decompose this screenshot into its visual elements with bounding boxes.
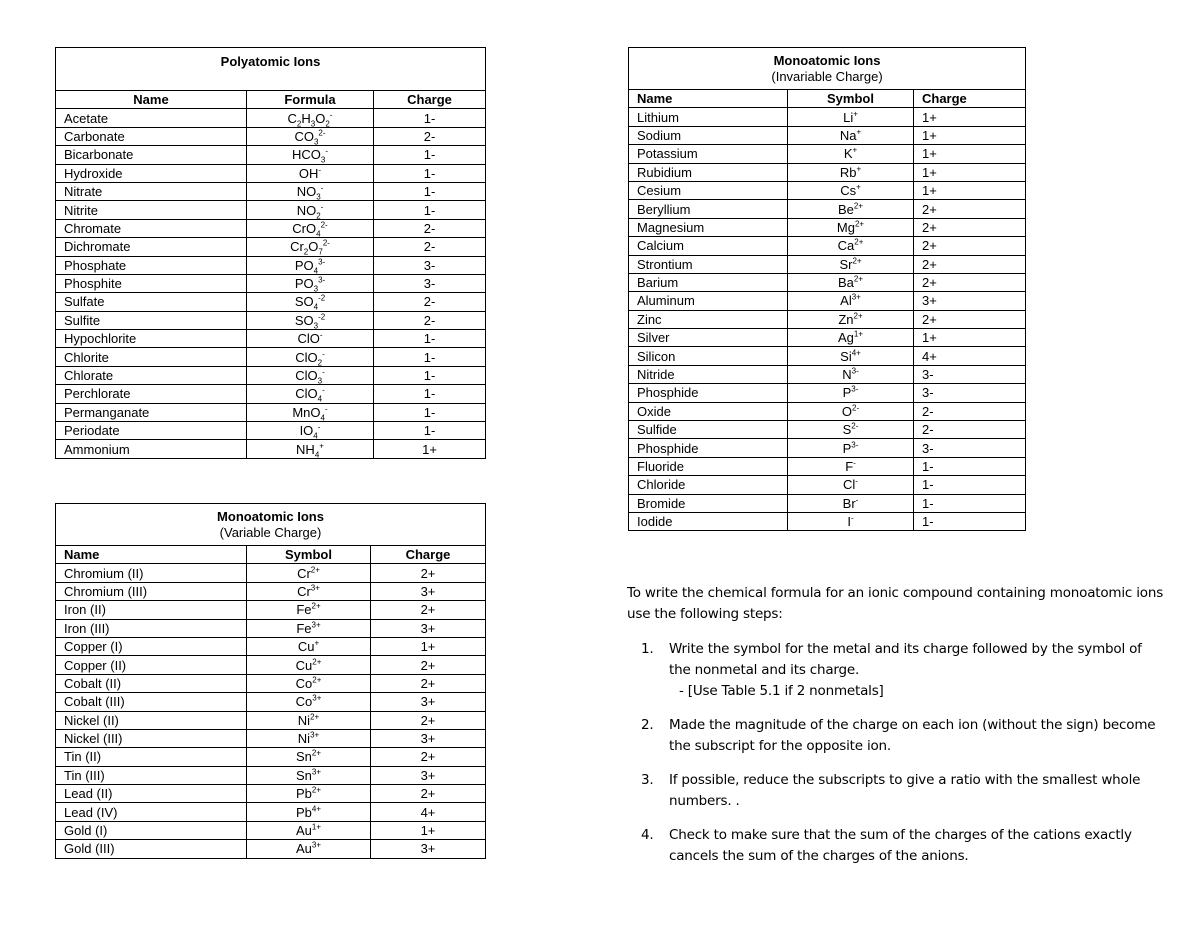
cell-charge: 1+ [914, 181, 1026, 199]
cell-charge: 1- [914, 476, 1026, 494]
column-header-formula: Formula [247, 91, 374, 109]
column-header-symbol: Symbol [788, 90, 914, 108]
cell-symbol: $S^{2-}$ [788, 421, 914, 439]
column-header-charge: Charge [371, 546, 486, 564]
list-item [627, 639, 1167, 702]
step-number: 3. [641, 772, 654, 788]
cell-charge: 2- [914, 421, 1026, 439]
table-row [629, 329, 1026, 347]
table-row [56, 711, 486, 729]
column-header-symbol: Symbol [247, 546, 371, 564]
cell-symbol: $Be^{2+}$ [788, 200, 914, 218]
cell-formula: $PO_3^{3-}$ [247, 274, 374, 292]
cell-name: Sodium [629, 126, 788, 144]
table-row [56, 803, 486, 821]
cell-name: Aluminum [629, 292, 788, 310]
cell-name: Copper (II) [56, 656, 247, 674]
cell-charge: 2+ [371, 674, 486, 692]
cell-charge: 1+ [914, 163, 1026, 181]
list-item [627, 770, 1167, 812]
cell-symbol: $Pb^{4+}$ [247, 803, 371, 821]
cell-name: Gold (I) [56, 821, 247, 839]
table-row [56, 366, 486, 384]
table-row [56, 693, 486, 711]
cell-name: Fluoride [629, 457, 788, 475]
table-row [56, 256, 486, 274]
step-number: 2. [641, 717, 654, 733]
cell-formula: $NO_3^-$ [247, 182, 374, 200]
table-row [629, 145, 1026, 163]
cell-name: Iron (II) [56, 601, 247, 619]
table-row [629, 218, 1026, 236]
cell-formula: ClO- [247, 330, 374, 348]
step-text: Check to make sure that the sum of the charges of the cations exactly cancels the sum of the charges of the anions. [669, 827, 1132, 864]
cell-charge: 2+ [914, 310, 1026, 328]
table-row [629, 310, 1026, 328]
cell-symbol: $Ca^{2+}$ [788, 237, 914, 255]
cell-charge: 1- [374, 403, 486, 421]
cell-symbol: $Fe^{3+}$ [247, 619, 371, 637]
table-row [56, 311, 486, 329]
table-row [629, 163, 1026, 181]
cell-name: Zinc [629, 310, 788, 328]
cell-formula: ClO$_3$- [247, 366, 374, 384]
cell-name: Potassium [629, 145, 788, 163]
cell-name: Chlorite [56, 348, 247, 366]
cell-charge: 2- [914, 402, 1026, 420]
instructions-intro: To write the chemical formula for an ionic compound containing monoatomic ions use the following steps: [627, 585, 1164, 622]
cell-symbol: Li+ [788, 108, 914, 126]
table-row [56, 201, 486, 219]
table-row [56, 164, 486, 182]
column-header-name: Name [56, 546, 247, 564]
table-title: Polyatomic Ions [56, 48, 486, 91]
table-row [629, 512, 1026, 530]
cell-formula: $IO_4^-$ [247, 422, 374, 440]
cell-name: Copper (I) [56, 637, 247, 655]
cell-symbol: K+ [788, 145, 914, 163]
table-row [56, 182, 486, 200]
table-row [629, 347, 1026, 365]
cell-name: Permanganate [56, 403, 247, 421]
cell-charge: 3+ [914, 292, 1026, 310]
cell-name: Carbonate [56, 127, 247, 145]
table-row [629, 476, 1026, 494]
cell-charge: 3- [374, 256, 486, 274]
cell-name: Nickel (II) [56, 711, 247, 729]
table-row [56, 729, 486, 747]
cell-symbol: $Sr^{2+}$ [788, 255, 914, 273]
cell-symbol: $O^{2-}$ [788, 402, 914, 420]
table-row [56, 674, 486, 692]
table-row [56, 601, 486, 619]
column-header-charge: Charge [914, 90, 1026, 108]
cell-name: Calcium [629, 237, 788, 255]
cell-name: Tin (II) [56, 748, 247, 766]
table-row [56, 440, 486, 458]
cell-charge: 3- [374, 274, 486, 292]
cell-name: Magnesium [629, 218, 788, 236]
cell-charge: 3- [914, 439, 1026, 457]
cell-charge: 1+ [371, 821, 486, 839]
cell-charge: 1- [374, 164, 486, 182]
cell-formula: MnO$_4$- [247, 403, 374, 421]
table-row [629, 200, 1026, 218]
cell-name: Ammonium [56, 440, 247, 458]
table-row [56, 274, 486, 292]
cell-symbol: $Ba^{2+}$ [788, 273, 914, 291]
cell-charge: 1- [374, 330, 486, 348]
cell-formula: $CO_3^{2-}$ [247, 127, 374, 145]
cell-name: Lead (II) [56, 785, 247, 803]
cell-symbol: $Sn^{2+}$ [247, 748, 371, 766]
cell-charge: 1+ [914, 108, 1026, 126]
cell-charge: 2- [374, 311, 486, 329]
cell-charge: 1+ [371, 637, 486, 655]
instructions [627, 583, 1167, 880]
cell-symbol: $Ni^{3+}$ [247, 729, 371, 747]
cell-charge: 1- [374, 201, 486, 219]
cell-formula: $SO_3^{-2}$ [247, 311, 374, 329]
cell-name: Chromium (III) [56, 582, 247, 600]
list-item [627, 715, 1167, 757]
cell-name: Silver [629, 329, 788, 347]
table-row [629, 402, 1026, 420]
table-title: Monoatomic Ions (Variable Charge) [56, 504, 486, 546]
cell-symbol: $P^{3-}$ [788, 384, 914, 402]
cell-charge: 2+ [914, 273, 1026, 291]
list-item [627, 825, 1167, 867]
cell-formula: $PO_4^{3-}$ [247, 256, 374, 274]
cell-name: Dichromate [56, 238, 247, 256]
cell-name: Nitrite [56, 201, 247, 219]
table-row [56, 637, 486, 655]
cell-formula: OH- [247, 164, 374, 182]
cell-charge: 4+ [371, 803, 486, 821]
table-row [56, 293, 486, 311]
cell-symbol: $Pb^{2+}$ [247, 785, 371, 803]
cell-symbol: $Cr^{3+}$ [247, 582, 371, 600]
cell-name: Cesium [629, 181, 788, 199]
cell-charge: 2+ [914, 237, 1026, 255]
monoatomic-variable-table [55, 503, 486, 859]
cell-formula: ClO$_2$- [247, 348, 374, 366]
cell-formula: $NO_2^-$ [247, 201, 374, 219]
cell-symbol: $Mg^{2+}$ [788, 218, 914, 236]
cell-symbol: Br- [788, 494, 914, 512]
cell-charge: 2+ [914, 200, 1026, 218]
table-row [629, 384, 1026, 402]
table-row [56, 422, 486, 440]
cell-charge: 1- [374, 109, 486, 127]
cell-symbol: Cs+ [788, 181, 914, 199]
table-row [629, 439, 1026, 457]
cell-symbol: $Cu^{2+}$ [247, 656, 371, 674]
cell-name: Acetate [56, 109, 247, 127]
table-row [56, 109, 486, 127]
table-row [629, 273, 1026, 291]
steps-list [627, 639, 1167, 867]
step-text: If possible, reduce the subscripts to give a ratio with the smallest whole numbers. . [669, 772, 1141, 809]
step-number: 1. [641, 641, 654, 657]
column-header-name: Name [629, 90, 788, 108]
cell-name: Lithium [629, 108, 788, 126]
cell-charge: 2- [374, 219, 486, 237]
cell-name: Sulfate [56, 293, 247, 311]
cell-name: Bromide [629, 494, 788, 512]
cell-name: Phosphide [629, 439, 788, 457]
cell-name: Nickel (III) [56, 729, 247, 747]
cell-symbol: $Zn^{2+}$ [788, 310, 914, 328]
cell-charge: 3+ [371, 582, 486, 600]
cell-formula: $HCO_3^-$ [247, 146, 374, 164]
cell-name: Lead (IV) [56, 803, 247, 821]
cell-formula: CrO$_4^{2-}$ [247, 219, 374, 237]
cell-symbol: $Sn^{3+}$ [247, 766, 371, 784]
step-number: 4. [641, 827, 654, 843]
table-row [56, 582, 486, 600]
cell-name: Strontium [629, 255, 788, 273]
table-row [56, 821, 486, 839]
step-note: - [Use Table 5.1 if 2 nonmetals] [679, 683, 884, 699]
cell-charge: 3- [914, 384, 1026, 402]
cell-symbol: $P^{3-}$ [788, 439, 914, 457]
cell-name: Nitride [629, 365, 788, 383]
cell-name: Nitrate [56, 182, 247, 200]
table-row [629, 126, 1026, 144]
table-row [629, 421, 1026, 439]
cell-name: Sulfide [629, 421, 788, 439]
cell-charge: 3- [914, 365, 1026, 383]
cell-charge: 1+ [914, 329, 1026, 347]
table-row [56, 348, 486, 366]
cell-charge: 1- [374, 385, 486, 403]
cell-name: Gold (III) [56, 840, 247, 858]
cell-charge: 1- [374, 182, 486, 200]
cell-symbol: $Co^{3+}$ [247, 693, 371, 711]
cell-charge: 1- [374, 348, 486, 366]
cell-symbol: $Si^{4+}$ [788, 347, 914, 365]
polyatomic-ions-table [55, 47, 486, 459]
table-row [56, 785, 486, 803]
step-text: Write the symbol for the metal and its charge followed by the symbol of the nonmetal and its charge. [669, 641, 1142, 678]
cell-name: Chlorate [56, 366, 247, 384]
cell-charge: 3+ [371, 840, 486, 858]
cell-name: Bicarbonate [56, 146, 247, 164]
cell-charge: 2+ [371, 656, 486, 674]
cell-charge: 2- [374, 293, 486, 311]
table-row [629, 494, 1026, 512]
cell-name: Phosphite [56, 274, 247, 292]
table-row [56, 766, 486, 784]
cell-symbol: Cu+ [247, 637, 371, 655]
table-row [56, 238, 486, 256]
cell-symbol: F- [788, 457, 914, 475]
cell-charge: 3+ [371, 619, 486, 637]
cell-charge: 3+ [371, 766, 486, 784]
table-row [56, 564, 486, 582]
cell-name: Oxide [629, 402, 788, 420]
cell-charge: 1- [374, 366, 486, 384]
cell-charge: 3+ [371, 693, 486, 711]
cell-charge: 2- [374, 238, 486, 256]
cell-charge: 1- [914, 512, 1026, 530]
cell-name: Chromium (II) [56, 564, 247, 582]
monoatomic-invariable-table [628, 47, 1026, 531]
cell-name: Beryllium [629, 200, 788, 218]
cell-symbol: $Co^{2+}$ [247, 674, 371, 692]
cell-charge: 1+ [914, 145, 1026, 163]
cell-name: Hypochlorite [56, 330, 247, 348]
cell-charge: 2+ [371, 711, 486, 729]
cell-name: Cobalt (II) [56, 674, 247, 692]
table-row [629, 237, 1026, 255]
cell-name: Hydroxide [56, 164, 247, 182]
table-row [629, 457, 1026, 475]
cell-charge: 4+ [914, 347, 1026, 365]
cell-name: Iron (III) [56, 619, 247, 637]
table-row [56, 146, 486, 164]
cell-charge: 2- [374, 127, 486, 145]
cell-symbol: $N^{3-}$ [788, 365, 914, 383]
table-title: Monoatomic Ions (Invariable Charge) [629, 48, 1026, 90]
cell-charge: 1- [374, 146, 486, 164]
cell-symbol: $Cr^{2+}$ [247, 564, 371, 582]
step-text: Made the magnitude of the charge on each ion (without the sign) become the subscript for the opposite ion. [669, 717, 1156, 754]
cell-charge: 1+ [914, 126, 1026, 144]
table-row [56, 656, 486, 674]
table-row [629, 255, 1026, 273]
cell-formula: $NH_4^+$ [247, 440, 374, 458]
cell-name: Phosphate [56, 256, 247, 274]
cell-name: Chloride [629, 476, 788, 494]
cell-symbol: Cl- [788, 476, 914, 494]
column-header-name: Name [56, 91, 247, 109]
cell-symbol: I- [788, 512, 914, 530]
cell-symbol: $Au^{3+}$ [247, 840, 371, 858]
table-row [56, 403, 486, 421]
cell-charge: 2+ [371, 564, 486, 582]
table-row [56, 330, 486, 348]
table-row [629, 181, 1026, 199]
cell-name: Chromate [56, 219, 247, 237]
column-header-charge: Charge [374, 91, 486, 109]
cell-name: Rubidium [629, 163, 788, 181]
table-row [56, 619, 486, 637]
cell-formula: $C_2H_3O_2^-$ [247, 109, 374, 127]
cell-name: Silicon [629, 347, 788, 365]
cell-name: Tin (III) [56, 766, 247, 784]
cell-formula: $Cr_2O_7^{2-}$ [247, 238, 374, 256]
cell-charge: 2+ [371, 748, 486, 766]
table-row [56, 219, 486, 237]
cell-symbol: Na+ [788, 126, 914, 144]
cell-charge: 2+ [914, 255, 1026, 273]
cell-formula: $SO_4^{-2}$ [247, 293, 374, 311]
cell-symbol: $Fe^{2+}$ [247, 601, 371, 619]
cell-charge: 2+ [914, 218, 1026, 236]
cell-symbol: $Au^{1+}$ [247, 821, 371, 839]
cell-symbol: $Ni^{2+}$ [247, 711, 371, 729]
cell-symbol: $Ag^{1+}$ [788, 329, 914, 347]
cell-name: Sulfite [56, 311, 247, 329]
cell-charge: 3+ [371, 729, 486, 747]
cell-formula: ClO$_4$- [247, 385, 374, 403]
cell-charge: 1+ [374, 440, 486, 458]
cell-name: Cobalt (III) [56, 693, 247, 711]
cell-symbol: Rb+ [788, 163, 914, 181]
cell-name: Barium [629, 273, 788, 291]
cell-name: Phosphide [629, 384, 788, 402]
cell-charge: 1- [374, 422, 486, 440]
cell-charge: 2+ [371, 785, 486, 803]
cell-name: Periodate [56, 422, 247, 440]
table-row [629, 108, 1026, 126]
cell-name: Perchlorate [56, 385, 247, 403]
cell-charge: 1- [914, 494, 1026, 512]
table-row [56, 840, 486, 858]
table-row [629, 365, 1026, 383]
table-row [56, 748, 486, 766]
cell-symbol: $Al^{3+}$ [788, 292, 914, 310]
cell-charge: 1- [914, 457, 1026, 475]
table-row [56, 385, 486, 403]
table-row [629, 292, 1026, 310]
table-row [56, 127, 486, 145]
cell-name: Iodide [629, 512, 788, 530]
cell-charge: 2+ [371, 601, 486, 619]
